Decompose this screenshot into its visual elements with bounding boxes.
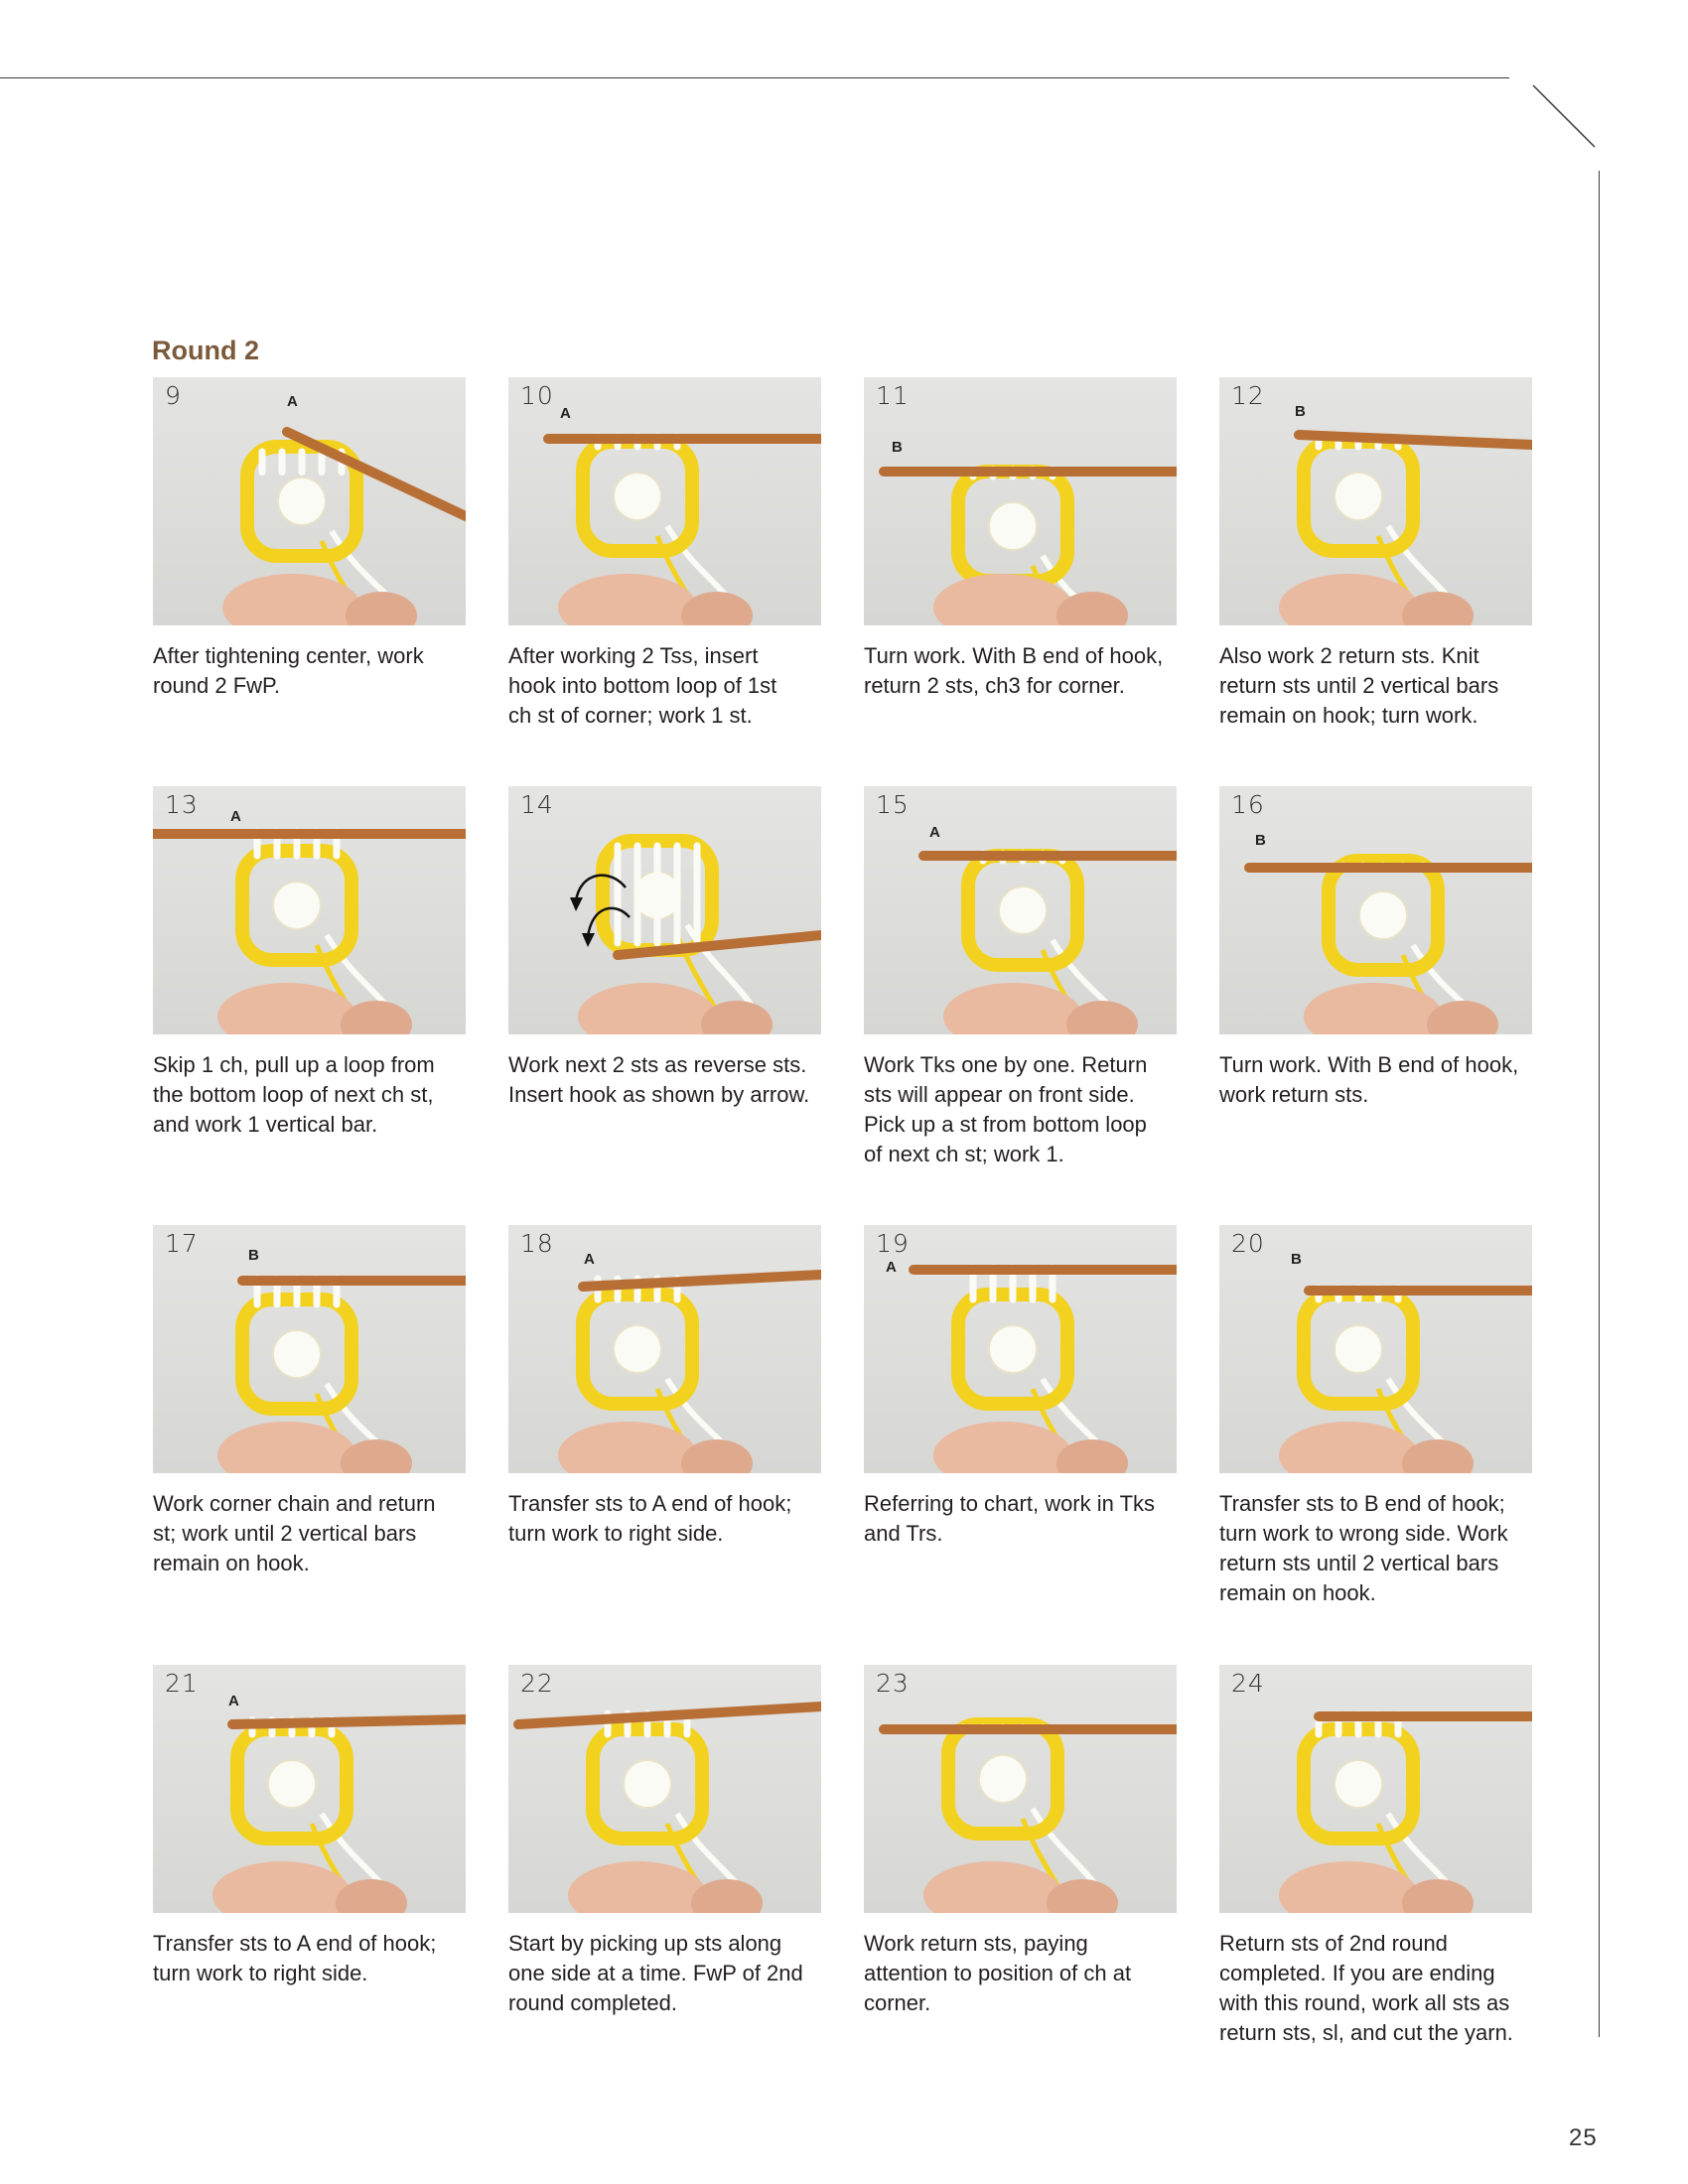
step-number: 9 — [165, 381, 182, 410]
step-photo — [153, 786, 466, 1034]
step-number: 12 — [1231, 381, 1265, 410]
finger — [217, 983, 356, 1034]
hook-end-label: A — [584, 1251, 595, 1268]
finger — [923, 1861, 1062, 1913]
crochet-photo — [153, 377, 466, 625]
yarn-center — [1359, 891, 1407, 939]
step-photo — [1219, 377, 1532, 625]
step-card — [864, 377, 1177, 701]
yarn-center — [268, 1760, 316, 1808]
yarn-center — [989, 502, 1037, 550]
step-photo — [864, 1225, 1177, 1473]
step-caption: After tightening center, work round 2 FwP. — [153, 643, 424, 698]
hook-end-label: A — [929, 824, 940, 841]
step-photo — [508, 377, 821, 625]
step-photo — [153, 377, 466, 625]
step-caption: Transfer sts to B end of hook; turn work to wrong side. Work return sts until 2 vertical bars remain on hook. — [1219, 1491, 1508, 1605]
crochet-photo — [864, 1665, 1177, 1913]
step-number: 22 — [520, 1669, 554, 1698]
step-photo — [1219, 1225, 1532, 1473]
hook-end-label: B — [1255, 832, 1266, 849]
step-caption: Also work 2 return sts. Knit return sts until 2 vertical bars remain on hook; turn work. — [1219, 643, 1499, 728]
section-title: Round 2 — [152, 336, 259, 365]
step-number: 23 — [876, 1669, 910, 1698]
yarn-center — [1335, 1760, 1382, 1808]
step-number: 13 — [165, 790, 199, 819]
crochet-photo — [864, 786, 1177, 1034]
crochet-photo — [1219, 1225, 1532, 1473]
step-photo — [153, 1225, 466, 1473]
crochet-photo — [153, 786, 466, 1034]
hook-end-label: B — [1295, 403, 1306, 420]
crochet-photo — [864, 1225, 1177, 1473]
step-caption: Start by picking up sts along one side at a time. FwP of 2nd round completed. — [508, 1931, 803, 2015]
step-photo — [864, 1665, 1177, 1913]
crochet-photo — [508, 1665, 821, 1913]
right-rule — [1599, 171, 1600, 2037]
step-number: 20 — [1231, 1229, 1265, 1258]
corner-mark — [1529, 81, 1599, 151]
page-number: 25 — [1569, 2124, 1598, 2151]
crochet-photo — [508, 377, 821, 625]
step-caption: Transfer sts to A end of hook; turn work to right side. — [153, 1931, 437, 1985]
yarn-center — [1335, 473, 1382, 520]
step-photo — [153, 1665, 466, 1913]
step-card — [508, 377, 821, 731]
crochet-photo — [864, 377, 1177, 625]
step-caption: Work return sts, paying attention to position of ch at corner. — [864, 1931, 1132, 2015]
step-number: 16 — [1231, 790, 1265, 819]
step-card — [1219, 1225, 1532, 1608]
hook-end-label: A — [886, 1259, 897, 1276]
hook-end-label: B — [1291, 1251, 1302, 1268]
step-number: 21 — [165, 1669, 199, 1698]
step-photo — [508, 1225, 821, 1473]
top-rule — [0, 77, 1509, 78]
step-caption: After working 2 Tss, insert hook into bottom loop of 1st ch st of corner; work 1 st. — [508, 643, 777, 728]
step-photo — [864, 786, 1177, 1034]
step-number: 19 — [876, 1229, 910, 1258]
insertion-arrows — [568, 866, 637, 955]
step-caption: Transfer sts to A end of hook; turn work to right side. — [508, 1491, 792, 1546]
step-card — [153, 377, 466, 701]
yarn-center — [1335, 1325, 1382, 1373]
step-caption: Turn work. With B end of hook, return 2 sts, ch3 for corner. — [864, 643, 1164, 698]
yarn-center — [979, 1755, 1027, 1803]
crochet-hook — [232, 1719, 466, 1724]
step-caption: Skip 1 ch, pull up a loop from the bottom loop of next ch st, and work 1 vertical bar. — [153, 1052, 435, 1137]
step-card — [508, 786, 821, 1110]
hook-end-label: A — [287, 393, 298, 410]
step-card — [508, 1665, 821, 2018]
crochet-photo — [508, 786, 821, 1034]
step-photo — [864, 377, 1177, 625]
yarn-center — [614, 1325, 661, 1373]
step-card — [153, 1665, 466, 1988]
hook-end-label: A — [230, 808, 241, 825]
yarn-center — [989, 1325, 1037, 1373]
step-number: 18 — [520, 1229, 554, 1258]
finger — [212, 1861, 352, 1913]
step-photo — [508, 786, 821, 1034]
yarn-center — [273, 882, 321, 929]
step-photo — [1219, 1665, 1532, 1913]
hook-end-label: A — [560, 405, 571, 422]
step-caption: Work corner chain and return st; work until 2 vertical bars remain on hook. — [153, 1491, 436, 1575]
crochet-photo — [1219, 377, 1532, 625]
yarn-center — [999, 887, 1047, 934]
step-caption: Work next 2 sts as reverse sts. Insert hook as shown by arrow. — [508, 1052, 810, 1107]
finger — [1279, 574, 1418, 625]
step-card — [1219, 1665, 1532, 2048]
crochet-photo — [508, 1225, 821, 1473]
yarn-center — [624, 1760, 671, 1808]
crochet-photo — [153, 1225, 466, 1473]
step-caption: Turn work. With B end of hook, work return sts. — [1219, 1052, 1519, 1107]
step-number: 14 — [520, 790, 554, 819]
finger — [1279, 1861, 1418, 1913]
step-photo — [508, 1665, 821, 1913]
finger — [568, 1861, 707, 1913]
step-card — [153, 786, 466, 1140]
step-card — [508, 1225, 821, 1549]
step-number: 17 — [165, 1229, 199, 1258]
step-number: 11 — [876, 381, 910, 410]
step-caption: Referring to chart, work in Tks and Trs. — [864, 1491, 1156, 1546]
crochet-photo — [153, 1665, 466, 1913]
finger — [578, 983, 717, 1034]
step-caption: Work Tks one by one. Return sts will appear on front side. Pick up a st from bottom loop of next ch st; work 1. — [864, 1052, 1148, 1166]
step-number: 24 — [1231, 1669, 1265, 1698]
step-photo — [1219, 786, 1532, 1034]
step-card — [864, 1225, 1177, 1549]
hook-end-label: B — [248, 1247, 259, 1264]
yarn-center — [278, 478, 326, 525]
crochet-photo — [1219, 786, 1532, 1034]
step-card — [1219, 377, 1532, 731]
crochet-photo — [1219, 1665, 1532, 1913]
hook-end-label: B — [892, 439, 903, 456]
hook-end-label: A — [228, 1693, 239, 1709]
yarn-center — [614, 473, 661, 520]
yarn-center — [273, 1330, 321, 1378]
step-number: 15 — [876, 790, 910, 819]
step-number: 10 — [520, 381, 554, 410]
step-card — [864, 1665, 1177, 2018]
step-card — [153, 1225, 466, 1578]
finger — [558, 574, 697, 625]
step-card — [864, 786, 1177, 1169]
step-card — [1219, 786, 1532, 1110]
step-caption: Return sts of 2nd round completed. If you are ending with this round, work all sts as return sts, sl, and cut the yarn. — [1219, 1931, 1513, 2045]
